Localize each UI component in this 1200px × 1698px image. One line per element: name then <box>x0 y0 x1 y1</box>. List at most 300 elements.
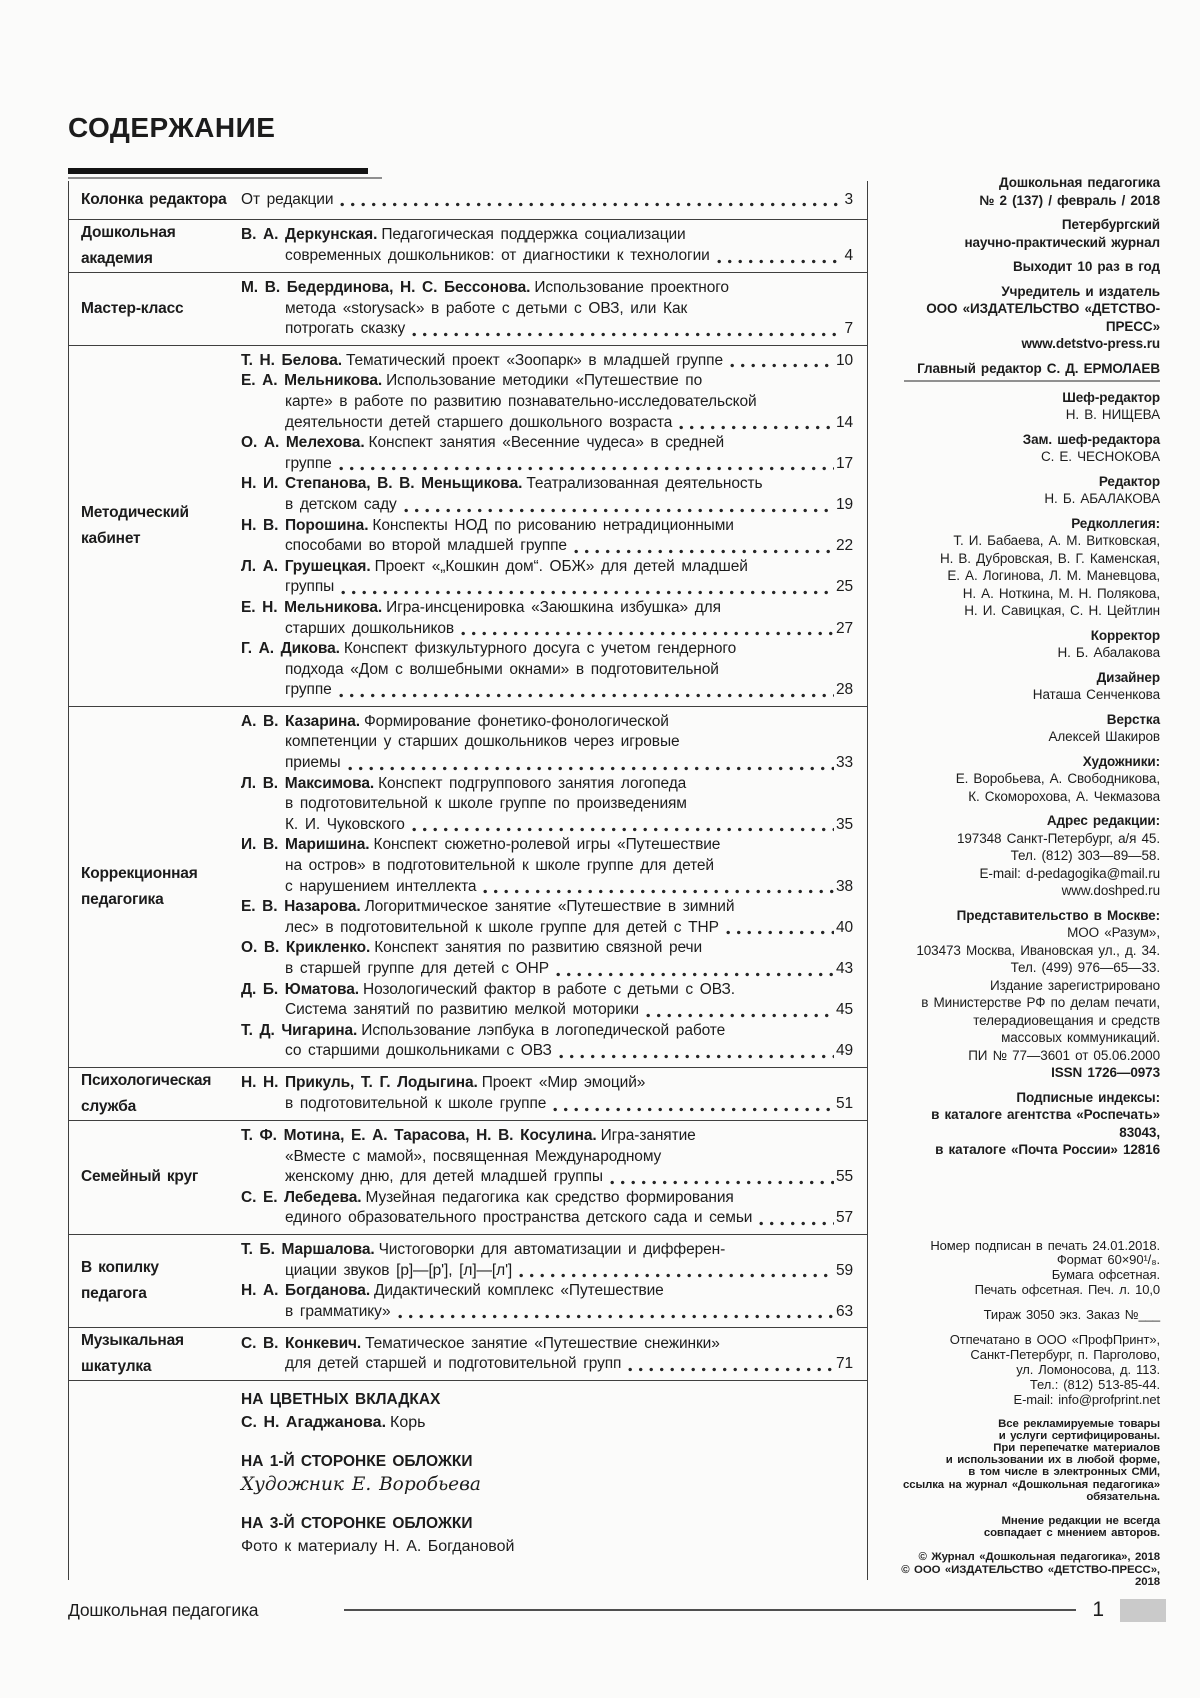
dot-leader <box>461 631 834 636</box>
entry-title-text: Проект «Мир эмоций» <box>481 1074 646 1092</box>
dot-leader <box>559 1054 834 1059</box>
sidebar-line: Т. И. Бабаева, А. М. Витковская, <box>953 533 1160 548</box>
entry-line <box>241 225 853 246</box>
entry-title-text: Конспект подгруппового занятия логопеда <box>378 774 687 792</box>
toc-category <box>69 296 241 322</box>
toc-entries <box>241 1329 867 1380</box>
entry-title-text: лес» в подготовительной к школе группе для детей с ТНР <box>285 918 719 936</box>
dot-leader <box>340 202 842 207</box>
sidebar-block <box>890 431 1160 466</box>
sidebar-line: Шеф-редактор <box>1062 389 1160 405</box>
toc-entries <box>241 1235 867 1327</box>
sidebar-line: Наташа Сенченкова <box>1032 687 1160 702</box>
entry-title-text: в подготовительной к школе группе <box>285 1094 547 1112</box>
sidebar-line: Дизайнер <box>1096 669 1160 685</box>
toc-category-line: Семейный круг <box>81 1168 199 1186</box>
toc-entry <box>241 371 853 433</box>
toc-category <box>69 861 241 913</box>
footer-rule <box>344 1609 1076 1611</box>
sidebar-line: научно-практический журнал <box>964 234 1160 250</box>
toc-entries <box>241 185 867 216</box>
entry-title-text: деятельности детей старшего дошкольного возраста <box>285 413 673 431</box>
sidebar-block <box>890 669 1160 704</box>
entry-title-text: современных дошкольников: от диагностики к технологии <box>285 247 710 264</box>
dot-leader <box>339 693 834 698</box>
dot-leader <box>519 1273 834 1278</box>
toc-section-row <box>69 707 867 1068</box>
entry-line <box>241 1021 853 1042</box>
page-number: 35 <box>835 815 853 833</box>
entry-title-text: группе <box>285 454 332 472</box>
toc-section-row <box>69 1121 867 1235</box>
toc-entry <box>241 598 853 639</box>
entry-title-text: От редакции <box>241 190 334 208</box>
toc-entry <box>241 712 853 774</box>
sidebar-block <box>890 360 1160 382</box>
entry-author: М. В. Бедердинова, Н. С. Бессонова. <box>241 279 531 296</box>
page-number: 22 <box>835 537 853 555</box>
entry-line <box>241 319 853 340</box>
sidebar-line: ПИ № 77—3601 от 05.06.2000 <box>968 1047 1160 1063</box>
sidebar-line: www.detstvo-press.ru <box>1021 336 1160 351</box>
toc-entry <box>241 278 853 340</box>
sidebar-block <box>890 753 1160 806</box>
entry-author: Н. А. Богданова. <box>241 1282 371 1300</box>
toc-entry <box>241 474 853 515</box>
sidebar-line: МОО «Разум», <box>1067 925 1160 940</box>
entry-author: Т. Н. Белова. <box>241 351 342 369</box>
sidebar-line: При перепечатке материалов <box>993 1441 1160 1454</box>
sidebar-line: www.doshped.ru <box>1061 883 1160 898</box>
toc-category-line: Психологическая <box>81 1071 212 1089</box>
entry-line <box>241 351 853 372</box>
sidebar-line: Верстка <box>1106 711 1160 727</box>
sidebar-line: E-mail: info@profprint.net <box>1013 1391 1160 1407</box>
sidebar-line: Н. В. Дубровская, В. Г. Каменская, <box>939 550 1160 566</box>
toc-category-line: В копилку <box>81 1259 159 1277</box>
entry-line <box>241 577 853 598</box>
sidebar-line: Бумага офсетная. <box>1051 1267 1160 1283</box>
toc-entry <box>241 980 853 1021</box>
toc-entry <box>241 1240 853 1281</box>
sidebar-line: Н. А. Ноткина, М. Н. Полякова, <box>962 585 1160 601</box>
entry-title-text: Педагогическая поддержка социализации <box>381 226 686 244</box>
entry-title-text: Использование методики «Путешествие по <box>386 372 703 390</box>
toc-section-row <box>69 1381 867 1580</box>
entry-title-text: в детском саду <box>285 495 397 513</box>
dot-leader <box>339 466 834 471</box>
sidebar-line: в Министерстве РФ по делам печати, <box>921 995 1160 1010</box>
entry-author: Л. В. Максимова. <box>241 774 375 792</box>
entry-line <box>241 1000 853 1021</box>
page-number: 19 <box>835 495 853 513</box>
sidebar-block <box>890 812 1160 900</box>
toc-entries <box>241 1068 867 1119</box>
sidebar-line: Петербургский <box>1061 217 1160 232</box>
entry-line <box>241 433 853 454</box>
entry-title-text: способами во второй младшей группе <box>285 537 567 555</box>
page-number: 28 <box>835 681 853 699</box>
entry-title-text: Театрализованная деятельность <box>526 475 763 493</box>
sidebar-line: Н. В. НИЩЕВА <box>1065 407 1160 422</box>
entry-author: Н. И. Степанова, В. В. Меньщикова. <box>241 475 523 493</box>
dot-leader <box>553 1107 834 1112</box>
sidebar-line: и использовании их в любой форме, <box>945 1454 1160 1467</box>
sidebar-line: ссылка на журнал «Дошкольная педагогика» <box>902 1478 1160 1491</box>
page-number: 55 <box>835 1168 853 1186</box>
editor-rule <box>904 380 1160 382</box>
entry-title-text: приемы <box>285 754 341 772</box>
sidebar-line: Тел. (812) 303—89—58. <box>1010 848 1160 863</box>
toc-entry <box>241 351 853 372</box>
toc-category-line: Дошкольная <box>81 224 176 241</box>
entry-line <box>241 753 853 774</box>
entry-line <box>241 1240 853 1261</box>
sidebar-line: телерадиовещания и средств <box>973 1012 1160 1028</box>
title-underline-bar <box>68 168 368 174</box>
entry-line <box>241 557 853 578</box>
sidebar-line: Адрес редакции: <box>1046 813 1160 828</box>
page-number: 3 <box>844 190 853 208</box>
entry-line <box>241 794 853 815</box>
cover-note-text <box>241 1535 853 1559</box>
sidebar-line: совпадает с мнением авторов. <box>983 1527 1160 1540</box>
sidebar-line: массовых коммуникаций. <box>1001 1030 1160 1045</box>
page-number: 49 <box>835 1042 853 1060</box>
sidebar-line: Все рекламируемые товары <box>998 1417 1160 1430</box>
entry-line <box>241 1041 853 1062</box>
page-number: 57 <box>835 1209 853 1227</box>
entry-line <box>241 598 853 619</box>
cover-note-heading: НА 1-Й СТОРОНКЕ ОБЛОЖКИ <box>241 1453 473 1471</box>
entry-line <box>241 835 853 856</box>
sidebar-line: в каталоге «Почта России» 12816 <box>935 1142 1160 1157</box>
entry-author: Д. Б. Юматова. <box>241 980 359 998</box>
cover-note-group <box>241 1513 853 1559</box>
sidebar-line: Н. Б. Абалакова <box>1057 645 1160 660</box>
sidebar-line: Мнение редакции не всегда <box>1001 1514 1160 1527</box>
sidebar-line: в каталоге агентства «Роспечать» 83043, <box>931 1107 1160 1140</box>
sidebar-line: Редактор <box>1098 473 1160 489</box>
cover-note-group <box>241 1389 853 1435</box>
entry-line <box>241 278 853 299</box>
page-number: 38 <box>835 877 853 895</box>
toc-category-line: академия <box>81 250 153 267</box>
toc-entry <box>241 225 853 266</box>
sidebar-line: Издание зарегистрировано <box>989 977 1160 993</box>
entry-line <box>241 246 853 267</box>
dot-leader <box>412 827 834 832</box>
page-number: 40 <box>835 918 853 936</box>
toc-section-row <box>69 346 867 707</box>
entry-line <box>241 712 853 733</box>
entry-line <box>241 1208 853 1229</box>
entry-line <box>241 1281 853 1302</box>
page-number: 71 <box>835 1355 853 1373</box>
entry-title-text: Дидактический комплекс «Путешествие <box>374 1282 664 1300</box>
entry-line <box>241 516 853 537</box>
sidebar-block <box>890 711 1160 746</box>
toc-entries <box>241 273 867 345</box>
sidebar-line: ООО «ИЗДАТЕЛЬСТВО «ДЕТСТВО-ПРЕСС» <box>926 301 1160 334</box>
toc-section-row <box>69 1328 867 1381</box>
page-number: 27 <box>835 619 853 637</box>
entry-title-text: Чистоговорки для автоматизации и дифферен- <box>378 1240 726 1258</box>
toc-category-line: Коррекционная <box>81 864 198 882</box>
entry-line <box>241 639 853 660</box>
sidebar-line: Тираж 3050 экз. Заказ №___ <box>983 1307 1160 1323</box>
sidebar-block <box>890 515 1160 620</box>
dot-leader <box>341 590 834 595</box>
toc-category <box>69 187 241 213</box>
entry-line <box>241 371 853 392</box>
entry-line <box>241 815 853 836</box>
toc-category <box>69 1328 241 1380</box>
sidebar-line: Учредитель и издатель <box>1001 283 1160 299</box>
entry-title-text: потрогать сказку <box>285 320 406 338</box>
toc-section-row <box>69 1068 867 1121</box>
entry-author: Е. В. Назарова. <box>241 898 361 916</box>
sidebar-block <box>890 1308 1160 1323</box>
sidebar-line: 197348 Санкт-Петербург, а/я 45. <box>956 830 1160 846</box>
entry-author: Т. Д. Чигарина. <box>241 1021 358 1039</box>
entry-line <box>241 680 853 701</box>
toc-category-line: кабинет <box>81 529 141 547</box>
toc-section-row <box>69 181 867 220</box>
entry-author: Т. Б. Маршалова. <box>241 1240 375 1258</box>
entry-author: Л. А. Грушецкая. <box>241 557 371 575</box>
toc-entries <box>241 1381 867 1580</box>
entry-title-text: циации звуков [р]—[р'], [л]—[л'] <box>285 1261 513 1279</box>
page-number: 33 <box>835 754 853 772</box>
entry-author: В. А. Деркунская. <box>241 226 378 244</box>
sidebar-block <box>890 1239 1160 1299</box>
dot-leader <box>404 508 834 513</box>
page-title: СОДЕРЖАНИЕ <box>68 112 276 143</box>
toc-category <box>69 1164 241 1190</box>
toc-category-line: Методический <box>81 503 189 521</box>
entry-title-text: «Вместе с мамой», посвященная Международному <box>285 1147 662 1165</box>
sidebar-line: Н. И. Савицкая, С. Н. Цейтлин <box>964 603 1160 618</box>
sidebar-block <box>890 627 1160 662</box>
sidebar-line: © ООО «ИЗДАТЕЛЬСТВО «ДЕТСТВО-ПРЕСС», 2018 <box>901 1563 1160 1588</box>
sidebar-line: Е. А. Логинова, Л. М. Маневцова, <box>947 568 1160 583</box>
sidebar-line: Е. Воробьева, А. Свободникова, <box>955 771 1160 786</box>
entry-title-text: Формирование фонетико-фонологической <box>363 712 669 730</box>
sidebar-line: Отпечатано в ООО «ПрофПринт», <box>949 1332 1160 1348</box>
cover-note-text <box>241 1473 853 1497</box>
sidebar-line: 103473 Москва, Ивановская ул., д. 34. <box>916 942 1160 958</box>
page-number: 43 <box>835 960 853 977</box>
sidebar-line: Формат 60×90¹/₈. <box>1056 1252 1160 1268</box>
footer-journal-title: Дошкольная педагогика <box>68 1599 259 1620</box>
entry-title-text: Тематическое занятие «Путешествие снежинки» <box>365 1334 720 1352</box>
sidebar-block <box>890 283 1160 353</box>
entry-line <box>241 392 853 413</box>
entry-line <box>241 619 853 640</box>
page-number: 17 <box>835 454 853 472</box>
sidebar-line: и услуги сертифицированы. <box>998 1429 1160 1442</box>
dot-leader <box>628 1367 834 1372</box>
cover-note-group <box>241 1451 853 1497</box>
toc-entry <box>241 897 853 938</box>
toc-entry <box>241 639 853 701</box>
entry-line <box>241 732 853 753</box>
entry-title-text: в подготовительной к школе группе по произведениям <box>285 795 687 813</box>
entry-title-text: на остров» в подготовительной к школе группе для детей <box>285 857 714 875</box>
cover-note-heading: НА ЦВЕТНЫХ ВКЛАДКАХ <box>241 1391 441 1409</box>
dot-leader <box>610 1180 834 1185</box>
sidebar-block <box>890 389 1160 424</box>
toc-category-line: Мастер-класс <box>81 299 184 317</box>
entry-author: О. В. Крикленко. <box>241 939 371 957</box>
entry-author: С. Е. Лебедева. <box>241 1188 362 1206</box>
toc-category <box>69 500 241 552</box>
sidebar-block <box>890 1089 1160 1159</box>
entry-line <box>241 1354 853 1375</box>
title-underline-thin <box>68 177 382 179</box>
entry-line <box>241 938 853 959</box>
entry-line <box>241 190 853 211</box>
entry-title-text: старших дошкольников <box>285 619 455 637</box>
sidebar-block <box>890 473 1160 508</box>
sidebar-line: Художники: <box>1082 753 1160 769</box>
sidebar-line: С. Е. ЧЕСНОКОВА <box>1040 449 1160 464</box>
sidebar-block <box>890 1333 1160 1408</box>
toc-entry <box>241 1334 853 1375</box>
entry-author: А. В. Казарина. <box>241 712 360 730</box>
entry-line <box>241 774 853 795</box>
toc-entry <box>241 433 853 474</box>
dot-leader <box>717 259 843 264</box>
entry-title-text: метода «storysack» в работе с детьми с ОВЗ, или Как <box>285 299 688 317</box>
page-number: 14 <box>835 413 853 431</box>
sidebar-line: Номер подписан в печать 24.01.2018. <box>930 1237 1160 1253</box>
entry-title-text: карте» в работе по развитию познавательно-исследовательской <box>285 392 757 410</box>
sidebar-line: Тел. (499) 976—65—33. <box>1010 960 1160 975</box>
dot-leader <box>730 363 834 368</box>
entry-title-text: со старшими дошкольниками с ОВЗ <box>285 1042 552 1060</box>
page-number: 45 <box>835 1001 853 1019</box>
toc-category-line: шкатулка <box>81 1358 152 1376</box>
entry-title-text: Конспект занятия «Весенние чудеса» в средней <box>368 434 725 452</box>
toc-entry <box>241 516 853 557</box>
sidebar-block <box>890 1551 1160 1588</box>
entry-title-text: Конспект занятия по развитию связной речи <box>374 939 703 957</box>
toc-category <box>69 220 241 272</box>
toc-entry <box>241 1281 853 1322</box>
toc-category-line: Колонка редактора <box>81 191 227 208</box>
page-number: 59 <box>835 1261 853 1279</box>
toc-entry <box>241 938 853 979</box>
entry-line <box>241 454 853 475</box>
toc-category-line: педагогика <box>81 890 164 908</box>
entry-line <box>241 495 853 516</box>
entry-line <box>241 1073 853 1094</box>
toc-section-row <box>69 273 867 346</box>
sidebar-line: © Журнал «Дошкольная педагогика», 2018 <box>918 1551 1160 1564</box>
entry-line <box>241 1147 853 1168</box>
toc-table <box>68 181 868 1580</box>
entry-line <box>241 980 853 1001</box>
entry-title-text: Тематический проект «Зоопарк» в младшей группе <box>345 351 723 369</box>
cover-note-author: С. Н. Агаджанова. <box>241 1414 387 1432</box>
sidebar-block <box>890 174 1160 209</box>
toc-category <box>69 1068 241 1120</box>
dot-leader <box>679 425 834 430</box>
toc-section-row <box>69 1235 867 1328</box>
sidebar-line: Редколлегия: <box>1071 515 1160 531</box>
page-number: 4 <box>844 247 853 264</box>
sidebar-line: Корректор <box>1090 627 1160 643</box>
imprint-sidebar <box>890 174 1160 1600</box>
entry-author: Н. Н. Прикуль, Т. Г. Лодыгина. <box>241 1074 478 1092</box>
dot-leader <box>759 1221 834 1226</box>
entry-author: Е. Н. Мельникова. <box>241 598 383 616</box>
toc-entry <box>241 1021 853 1062</box>
dot-leader <box>348 766 834 771</box>
entry-title-text: с нарушением интеллекта <box>285 877 477 895</box>
toc-section-row <box>69 220 867 273</box>
page-number: 7 <box>844 320 853 338</box>
sidebar-line: Тел.: (812) 513-85-44. <box>1029 1376 1160 1392</box>
footer-corner-block <box>1120 1599 1166 1622</box>
dot-leader <box>726 930 834 935</box>
toc-category-line: служба <box>81 1097 137 1115</box>
entry-line <box>241 856 853 877</box>
toc-entry <box>241 774 853 836</box>
entry-line <box>241 413 853 434</box>
cover-note-heading: НА 3-Й СТОРОНКЕ ОБЛОЖКИ <box>241 1515 473 1533</box>
entry-title-text: группе <box>285 681 332 699</box>
sidebar-line: Представительство в Москве: <box>956 907 1160 923</box>
entry-line <box>241 959 853 980</box>
entry-line <box>241 877 853 898</box>
entry-title-text: Конспект сюжетно-ролевой игры «Путешествие <box>373 836 721 854</box>
sidebar-line: Алексей Шакиров <box>1048 729 1160 744</box>
sidebar-block <box>890 216 1160 251</box>
entry-title-text: Игра-занятие <box>600 1126 696 1144</box>
entry-line <box>241 1261 853 1282</box>
dot-leader <box>483 889 834 894</box>
sidebar-line: Главный редактор С. Д. ЕРМОЛАЕВ <box>917 360 1160 376</box>
sidebar-line: E-mail: d-pedagogika@mail.ru <box>979 865 1160 881</box>
entry-line <box>241 1334 853 1355</box>
entry-author: О. А. Мелехова. <box>241 434 365 452</box>
entry-title-text: Проект «„Кошкин дом“. ОБЖ» для детей младшей <box>374 557 748 575</box>
entry-line <box>241 536 853 557</box>
sidebar-line: Н. Б. АБАЛАКОВА <box>1044 491 1160 506</box>
entry-title-text: Использование лэпбука в логопедической работе <box>361 1021 726 1039</box>
entry-line <box>241 918 853 939</box>
dot-leader <box>398 1314 834 1319</box>
entry-line <box>241 474 853 495</box>
toc-entries <box>241 346 867 706</box>
entry-line <box>241 1094 853 1115</box>
entry-line <box>241 299 853 320</box>
dot-leader <box>412 332 842 337</box>
entry-title-text: для детей старшей и подготовительной групп <box>285 1355 622 1373</box>
entry-line <box>241 897 853 918</box>
footer-page-number: 1 <box>1092 1598 1104 1621</box>
entry-title-text: в старшей группе для детей с ОНР <box>285 960 549 977</box>
sidebar-line: Выходит 10 раз в год <box>1012 259 1160 274</box>
toc-entry <box>241 835 853 897</box>
sidebar-block <box>890 1418 1160 1503</box>
entry-line <box>241 660 853 681</box>
page-number: 63 <box>835 1302 853 1320</box>
entry-title-text: К. И. Чуковского <box>285 815 405 833</box>
